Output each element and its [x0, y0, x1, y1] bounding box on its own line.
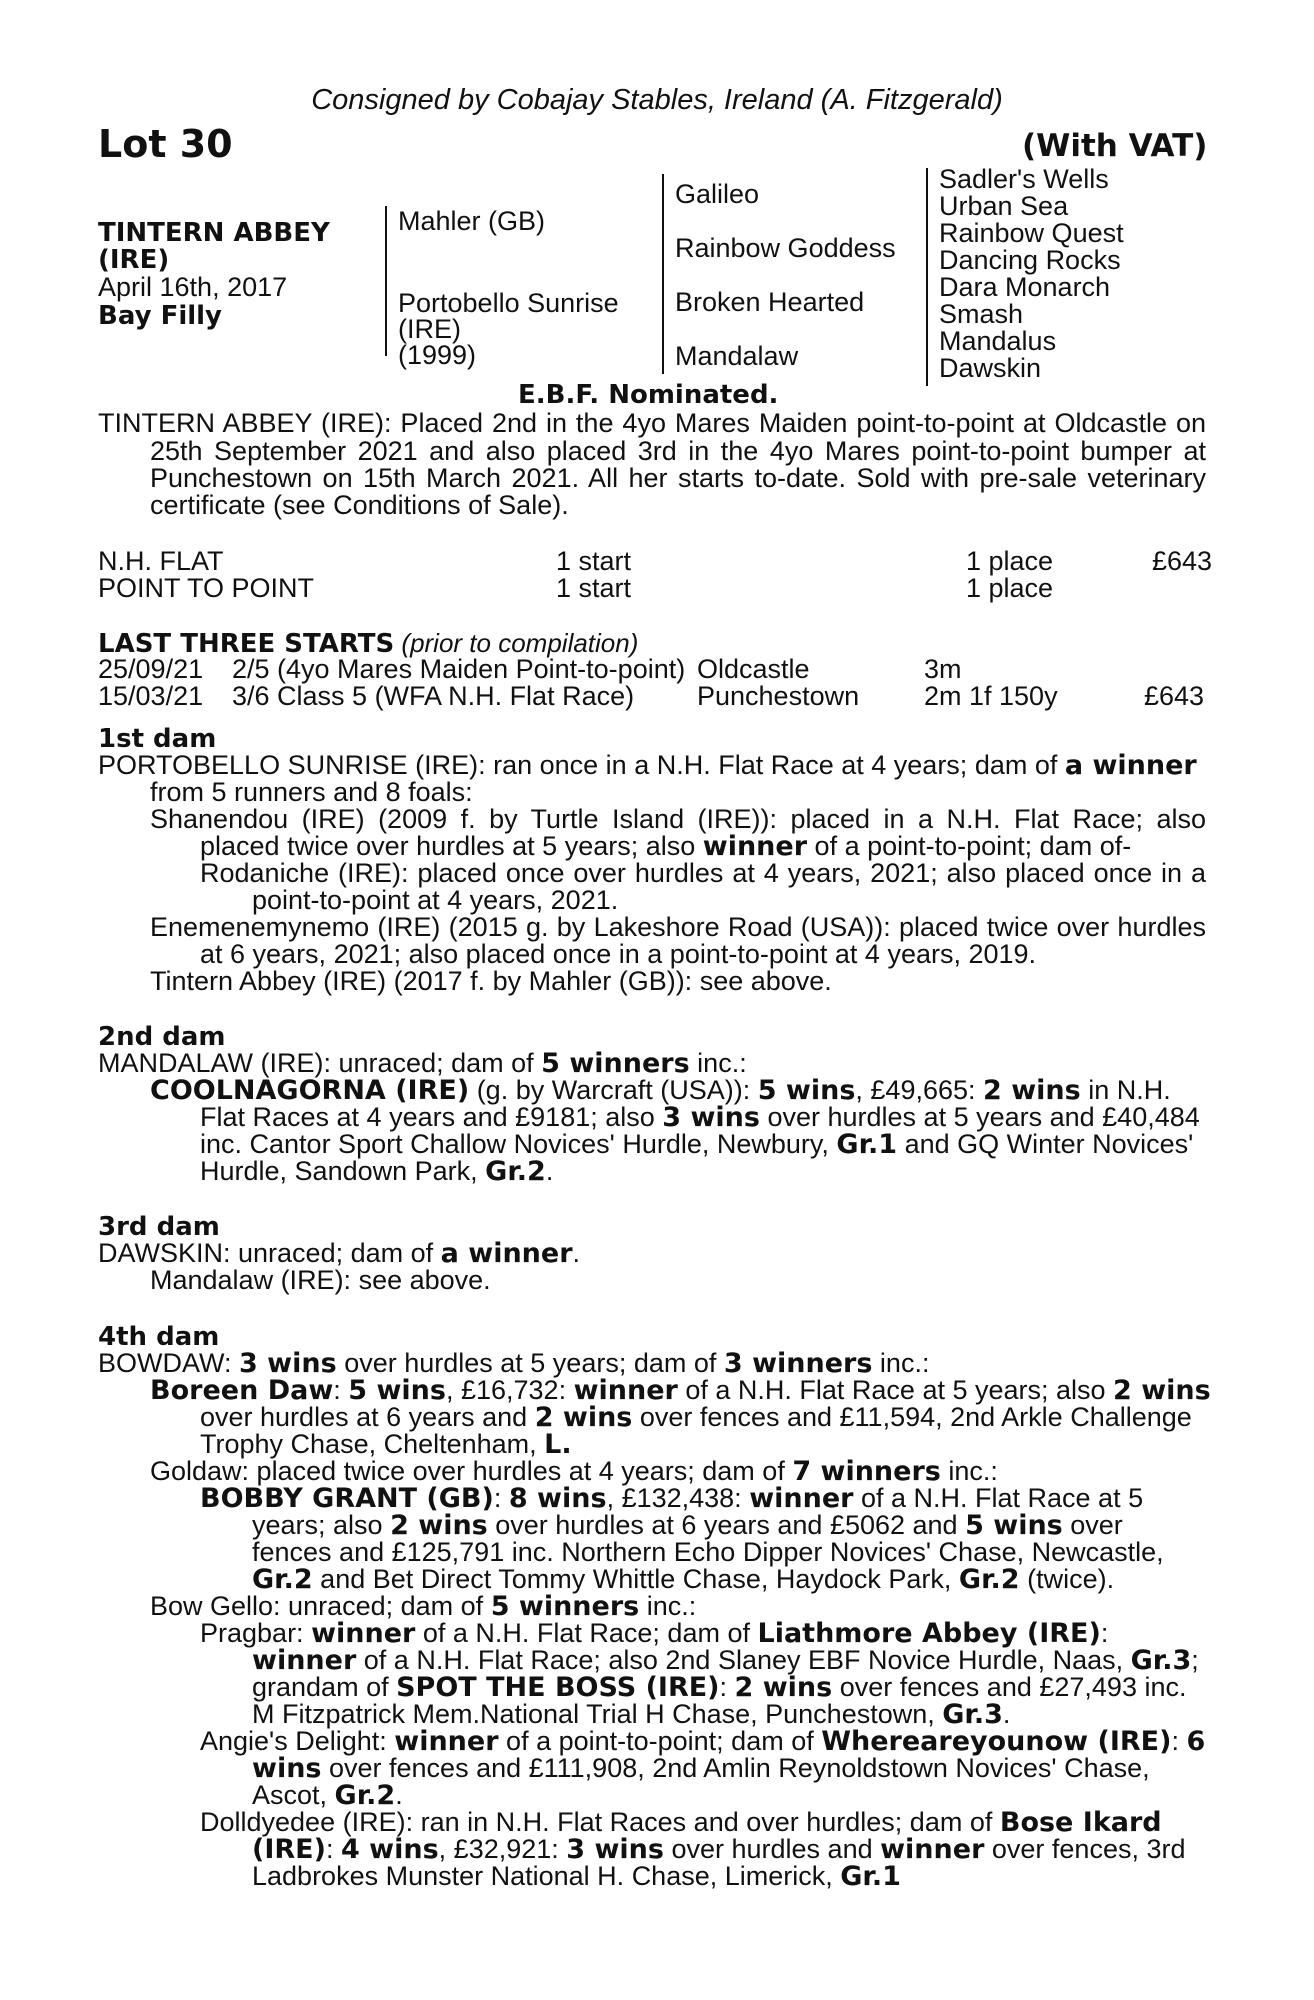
dam-line [98, 1050, 747, 1077]
dam-line [150, 1458, 998, 1485]
bold-run: Gr.3 [1130, 1645, 1192, 1676]
dam-line: from 5 runners and 8 foals: [150, 777, 473, 807]
pedigree-gen3-8: Dawskin [939, 353, 1042, 383]
text-run: over [1062, 1510, 1123, 1540]
text-run: of a N.H. Flat Race; dam of [415, 1618, 758, 1648]
text-run: PORTOBELLO SUNRISE (IRE): ran once in a N.H. Flat Race at 4 years; dam of [98, 750, 1065, 780]
bold-run: a winner [1064, 750, 1197, 781]
text-run: : [325, 1834, 341, 1864]
dam-line [252, 1566, 1114, 1593]
text-run: inc.: [639, 1591, 697, 1621]
text-run: of a point-to-point; dam of- [807, 831, 1132, 861]
dam-line [150, 1077, 1171, 1104]
dam-line [200, 1485, 1143, 1512]
dam-line [98, 1350, 929, 1377]
bold-run: winner [311, 1618, 416, 1649]
record-places: 1 place [966, 546, 1054, 576]
text-run: (twice). [1019, 1564, 1115, 1594]
dam-line [252, 1701, 1010, 1728]
text-run: Flat Races at 4 years and £9181; also [200, 1102, 663, 1132]
text-run: over hurdles at 5 years; dam of [336, 1348, 724, 1378]
dam-line: Enemenemynemo (IRE) (2015 g. by Lakeshore Road (USA)): placed twice over hurdles [150, 912, 1206, 942]
pedigree-gen3-3: Rainbow Quest [939, 218, 1124, 248]
dam-line: Mandalaw (IRE): see above. [150, 1265, 491, 1295]
bold-run: 2 wins [390, 1510, 488, 1541]
text-run: over hurdles at 6 years and [200, 1402, 535, 1432]
text-run: ; [1191, 1645, 1199, 1675]
text-run: over hurdles at 5 years and £40,484 [759, 1102, 1200, 1132]
text-run: inc.: [940, 1456, 998, 1486]
dam-line [200, 1431, 572, 1458]
bold-run: 5 wins [348, 1375, 446, 1406]
pedigree-gen2-4: Mandalaw [675, 341, 799, 371]
dam-line [200, 1131, 1193, 1158]
ebf-nominated: E.B.F. Nominated. [518, 380, 779, 410]
text-run: over fences, 3rd [984, 1834, 1186, 1864]
record-type: N.H. FLAT [98, 546, 224, 576]
last-starts-title: LAST THREE STARTS [98, 629, 395, 659]
record-places: 1 place [966, 573, 1054, 603]
text-run: DAWSKIN: unraced; dam of [98, 1238, 441, 1268]
record-earnings: £643 [1152, 546, 1213, 576]
bold-run: 3 wins [566, 1834, 664, 1865]
record-starts: 1 start [556, 546, 632, 576]
text-run: Angie's Delight: [200, 1726, 395, 1756]
text-run: . [395, 1780, 403, 1810]
bold-run: winner [394, 1726, 499, 1757]
text-run: over hurdles and [663, 1834, 881, 1864]
text-run: . [1002, 1699, 1011, 1729]
bold-run: Gr.2 [485, 1156, 546, 1187]
bold-run: winner [573, 1375, 678, 1406]
start-course: Punchestown [697, 681, 860, 711]
lot-number: Lot 30 [98, 122, 233, 166]
text-run: over hurdles at 6 years and £5062 and [487, 1510, 966, 1540]
text-run: over fences and £11,594, 2nd Arkle Challenge [632, 1402, 1192, 1432]
dam-line [252, 1863, 901, 1890]
dam-line: Rodaniche (IRE): placed once over hurdles at 4 years, 2021; also placed once in a [200, 858, 1206, 888]
dam-line: fences and £125,791 inc. Northern Echo Dipper Novices' Chase, Newcastle, [252, 1537, 1164, 1567]
dam-line [252, 1755, 1150, 1782]
bold-run: 2 wins [1113, 1375, 1211, 1406]
text-run: (g. by Warcraft (USA)): [469, 1075, 758, 1105]
start-date: 15/03/21 [98, 681, 204, 711]
text-run: inc.: [689, 1048, 747, 1078]
bold-run: 2 wins [734, 1672, 833, 1703]
bold-run: 3 winners [723, 1348, 873, 1379]
start-date: 25/09/21 [98, 654, 204, 684]
intro-line: TINTERN ABBEY (IRE): Placed 2nd in the 4yo Mares Maiden point-to-point at Oldcastle on [98, 408, 1206, 438]
last-starts-note: (prior to compilation) [401, 628, 639, 658]
fourth-dam-heading: 4th dam [98, 1322, 220, 1352]
dam-line [252, 1512, 1123, 1539]
text-run: of a N.H. Flat Race; also 2nd Slaney EBF Novice Hurdle, Naas, [356, 1645, 1131, 1675]
bold-run: winner [880, 1834, 985, 1865]
start-course: Oldcastle [697, 654, 810, 684]
pedigree-gen2-2: Rainbow Goddess [675, 233, 896, 263]
text-run: Hurdle, Sandown Park, [200, 1156, 486, 1186]
text-run: placed twice over hurdles at 5 years; also [200, 831, 703, 861]
dam-line: Tintern Abbey (IRE) (2017 f. by Mahler (GB)): see above. [150, 966, 832, 996]
pedigree-gen2-3: Broken Hearted [675, 287, 865, 317]
dam-line [98, 1240, 580, 1267]
text-run: Bow Gello: unraced; dam of [150, 1591, 491, 1621]
text-run: , £16,732: [445, 1375, 574, 1405]
bold-run: Gr.1 [836, 1129, 898, 1160]
dam-line [150, 1377, 1211, 1404]
pedigree-gen3-6: Smash [939, 299, 1024, 329]
text-run: Pragbar: [200, 1618, 312, 1648]
text-run: BOWDAW: [98, 1348, 239, 1378]
bold-run: 2 wins [983, 1075, 1081, 1106]
dam-line [200, 1728, 1205, 1755]
dam-line [200, 1809, 1162, 1836]
bold-run: 4 wins [340, 1834, 439, 1865]
bold-run: Gr.2 [958, 1564, 1020, 1595]
pedigree-gen3-2: Urban Sea [939, 191, 1069, 221]
text-run: Ascot, [252, 1780, 335, 1810]
dam-line [252, 1836, 1186, 1863]
start-race: 2/5 (4yo Mares Maiden Point-to-point) [232, 654, 686, 684]
text-run: of a point-to-point; dam of [498, 1726, 822, 1756]
text-run: : [719, 1672, 735, 1702]
pedigree-divider-2 [662, 174, 664, 374]
pedigree-dam-year: (1999) [398, 340, 477, 370]
text-run: : [1100, 1618, 1109, 1648]
text-run: inc. Cantor Sport Challow Novices' Hurdle, Newbury, [200, 1129, 837, 1159]
bold-run: 3 wins [239, 1348, 337, 1379]
text-run: in N.H. [1080, 1075, 1171, 1105]
bold-run: Whereareyounow (IRE) [821, 1726, 1172, 1757]
dam-line [252, 1647, 1199, 1674]
dam-line [98, 752, 1197, 779]
vat-note: (With VAT) [1022, 128, 1208, 164]
bold-run: 5 winners [490, 1591, 640, 1622]
horse-name-suffix: (IRE) [98, 245, 170, 275]
horse-dob: April 16th, 2017 [98, 272, 288, 302]
text-run: : [493, 1483, 509, 1513]
text-run: Dolldyedee (IRE): ran in N.H. Flat Races and over hurdles; dam of [200, 1807, 1000, 1837]
dam-line [200, 1620, 1108, 1647]
dam-line [200, 1104, 1200, 1131]
dam-line [200, 833, 1131, 860]
text-run: , £49,665: [855, 1075, 984, 1105]
text-run: . [572, 1238, 581, 1268]
bold-run: Gr.1 [840, 1861, 901, 1892]
bold-run: 8 wins [508, 1483, 607, 1514]
intro-line: Punchestown on 15th March 2021. All her starts to-date. Sold with pre-sale veterinary [150, 463, 1206, 493]
text-run: of a N.H. Flat Race at 5 years; also [677, 1375, 1114, 1405]
dam-line: at 6 years, 2021; also placed once in a point-to-point at 4 years, 2019. [200, 939, 1037, 969]
dam-line [150, 1593, 696, 1620]
bold-run: 2 wins [534, 1402, 633, 1433]
intro-line: 25th September 2021 and also placed 3rd in the 4yo Mares point-to-point bumper at [150, 436, 1206, 466]
text-run: : [333, 1375, 349, 1405]
text-run: years; also [252, 1510, 391, 1540]
text-run: over fences and £27,493 inc. [832, 1672, 1187, 1702]
intro-line: certificate (see Conditions of Sale). [150, 490, 569, 520]
bold-run: Gr.3 [942, 1699, 1003, 1730]
pedigree-gen3-4: Dancing Rocks [939, 245, 1121, 275]
pedigree-dam: Portobello Sunrise [398, 288, 619, 318]
start-distance: 2m 1f 150y [924, 681, 1058, 711]
pedigree-divider-1 [385, 206, 387, 356]
bold-run: Bose Ikard [999, 1807, 1162, 1838]
pedigree-gen3-5: Dara Monarch [939, 272, 1111, 302]
bold-run: winner [749, 1483, 854, 1514]
text-run: and GQ Winter Novices' [897, 1129, 1194, 1159]
text-run: , £132,438: [606, 1483, 750, 1513]
text-run: grandam of [252, 1672, 397, 1702]
pedigree-gen3-7: Mandalus [939, 326, 1057, 356]
bold-run: 3 wins [662, 1102, 760, 1133]
first-dam-heading: 1st dam [98, 724, 217, 754]
text-run: over fences and £111,908, 2nd Amlin Reynoldstown Novices' Chase, [321, 1753, 1150, 1783]
bold-run: COOLNAGORNA (IRE) [150, 1075, 470, 1106]
bold-run: L. [544, 1429, 572, 1460]
pedigree-gen2-1: Galileo [675, 179, 760, 209]
start-race: 3/6 Class 5 (WFA N.H. Flat Race) [232, 681, 635, 711]
bold-run: 5 wins [965, 1510, 1063, 1541]
bold-run: Gr.2 [252, 1564, 313, 1595]
text-run: . [545, 1156, 554, 1186]
pedigree-divider-3 [926, 168, 928, 386]
text-run: and Bet Direct Tommy Whittle Chase, Haydock Park, [312, 1564, 959, 1594]
horse-name: TINTERN ABBEY [98, 218, 330, 248]
bold-run: Liathmore Abbey (IRE) [757, 1618, 1101, 1649]
dam-line: Shanendou (IRE) (2009 f. by Turtle Island (IRE)): placed in a N.H. Flat Race; also [150, 804, 1206, 834]
start-prize: £643 [1144, 681, 1205, 711]
pedigree-sire: Mahler (GB) [398, 206, 546, 236]
third-dam-heading: 3rd dam [98, 1212, 220, 1242]
bold-run: SPOT THE BOSS (IRE) [396, 1672, 720, 1703]
bold-run: winner [252, 1645, 357, 1676]
bold-run: Gr.2 [334, 1780, 396, 1811]
text-run: Ladbrokes Munster National H. Chase, Limerick, [252, 1861, 841, 1891]
dam-line [200, 1404, 1192, 1431]
bold-run: 6 [1186, 1726, 1206, 1757]
second-dam-heading: 2nd dam [98, 1022, 226, 1052]
consignor-line: Consigned by Cobajay Stables, Ireland (A. Fitzgerald) [311, 84, 1003, 116]
text-run: of a N.H. Flat Race at 5 [853, 1483, 1144, 1513]
text-run: M Fitzpatrick Mem.National Trial H Chase, Punchestown, [252, 1699, 943, 1729]
dam-line [252, 1674, 1186, 1701]
pedigree-dam-suffix: (IRE) [398, 314, 461, 344]
text-run: inc.: [872, 1348, 930, 1378]
bold-run: wins [252, 1753, 322, 1784]
dam-line [252, 1782, 403, 1809]
record-type: POINT TO POINT [98, 573, 315, 603]
dam-line [200, 1158, 553, 1185]
start-distance: 3m [924, 654, 962, 684]
text-run: , £32,921: [438, 1834, 567, 1864]
bold-run: winner [702, 831, 808, 862]
bold-run: BOBBY GRANT (GB) [200, 1483, 494, 1514]
text-run: : [1171, 1726, 1187, 1756]
bold-run: Boreen Daw [150, 1375, 334, 1406]
bold-run: a winner [440, 1238, 573, 1269]
record-starts: 1 start [556, 573, 632, 603]
bold-run: 5 winners [541, 1048, 690, 1079]
text-run: Trophy Chase, Cheltenham, [200, 1429, 545, 1459]
horse-sex: Bay Filly [98, 301, 223, 331]
pedigree-gen3-1: Sadler's Wells [939, 164, 1109, 194]
bold-run: 5 wins [757, 1075, 856, 1106]
text-run: Goldaw: placed twice over hurdles at 4 years; dam of [150, 1456, 793, 1486]
bold-run: (IRE) [252, 1834, 326, 1865]
dam-line: point-to-point at 4 years, 2021. [252, 885, 619, 915]
bold-run: 7 winners [792, 1456, 941, 1487]
text-run: MANDALAW (IRE): unraced; dam of [98, 1048, 542, 1078]
